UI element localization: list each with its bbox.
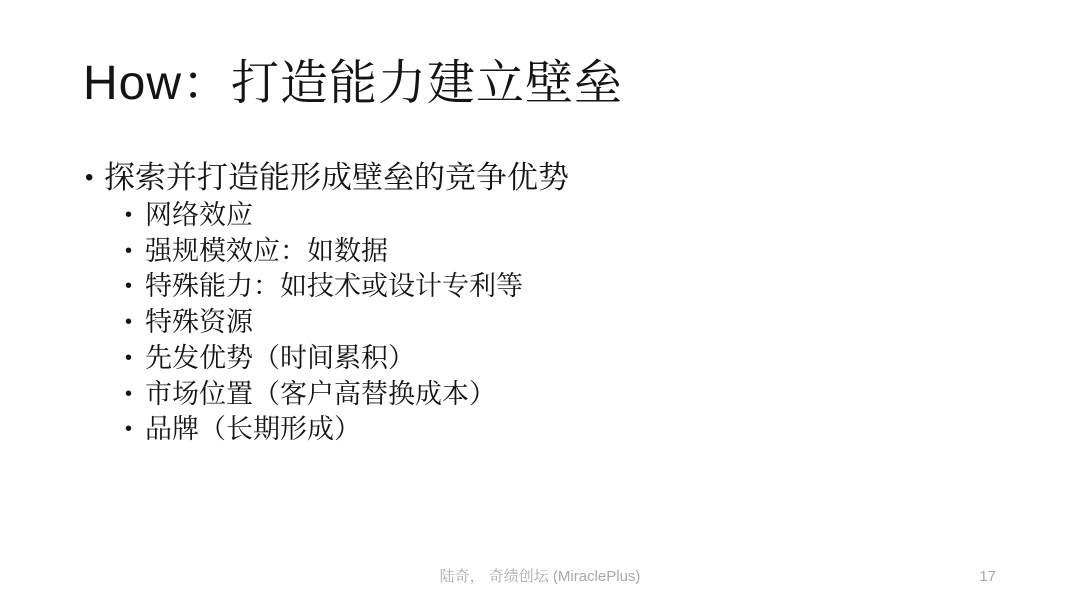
slide-title: How：打造能力建立壁垒: [83, 57, 624, 110]
sub-bullet-item: [125, 412, 523, 448]
sub-bullet-list: [125, 198, 523, 448]
footer-credit: 陆奇， 奇绩创坛 (MiraclePlus): [439, 568, 641, 585]
sub-bullet-text: 市场位置（客户高替换成本）: [145, 378, 496, 409]
sub-bullet-text: 特殊资源: [145, 307, 253, 338]
sub-bullet-text: 网络效应: [145, 200, 253, 230]
sub-bullet-text: 品牌（长期形成）: [145, 414, 361, 445]
sub-bullet-item: [125, 198, 523, 234]
bullet-icon: •: [125, 311, 133, 334]
main-bullet-text: 探索并打造能形成壁垒的竞争优势: [104, 160, 569, 195]
bullet-icon: •: [125, 346, 133, 369]
main-bullet-row: [85, 158, 569, 198]
sub-bullet-text: 先发优势（时间累积）: [145, 342, 415, 373]
page-number: 17: [979, 568, 996, 585]
sub-bullet-text: 特殊能力：如技术或设计专利等: [145, 271, 523, 302]
sub-bullet-item: [125, 341, 523, 377]
sub-bullet-text: 强规模效应：如数据: [145, 235, 388, 266]
bullet-icon: •: [125, 418, 133, 441]
bullet-icon: •: [125, 382, 133, 405]
sub-bullet-item: [125, 377, 523, 413]
bullet-icon: •: [85, 164, 94, 191]
bullet-icon: •: [125, 275, 133, 298]
sub-bullet-item: [125, 234, 523, 270]
bullet-icon: •: [125, 204, 133, 226]
bullet-icon: •: [125, 239, 133, 262]
sub-bullet-item: [125, 305, 523, 341]
sub-bullet-item: [125, 269, 523, 305]
